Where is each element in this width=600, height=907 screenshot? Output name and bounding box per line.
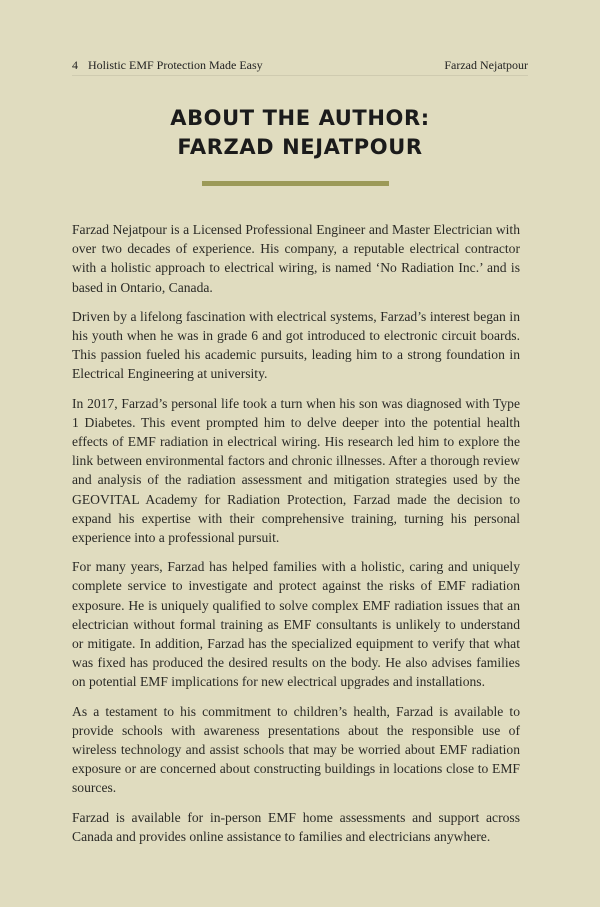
biography-text [72, 220, 520, 856]
book-title: Holistic EMF Protection Made Easy [88, 58, 263, 72]
title-line-2: FARZAD NEJATPOUR [177, 135, 423, 159]
page-number: 4 [72, 58, 78, 72]
running-header [72, 58, 528, 76]
paragraph-3: In 2017, Farzad’s personal life took a turn when his son was diagnosed with Type 1 Diabetes. This event prompted him to delve deeper into the potential health effects of EMF radiation in electrical wiring. His research led him to explore the link between environmental factors and chronic illnesses. After a thorough review and analysis of the radiation assessment and mitigation strategies used by the GEOVITAL Academy for Radiation Protection, Farzad made the decision to expand his expertise with their comprehensive training, turning his personal experience into a professional pursuit. [72, 395, 520, 546]
page-title [72, 104, 528, 162]
title-line-1: ABOUT THE AUTHOR: [170, 106, 430, 130]
title-divider [202, 181, 389, 186]
header-left [72, 58, 263, 73]
header-author: Farzad Nejatpour [444, 58, 528, 72]
paragraph-6: Farzad is available for in-person EMF home assessments and support across Canada and provides online assistance to families and electricians anywhere. [72, 809, 520, 844]
paragraph-1: Farzad Nejatpour is a Licensed Professional Engineer and Master Electrician with over two decades of experience. His company, a reputable electrical contractor with a holistic approach to electrical wiring, is named ‘No Radiation Inc.’ and is based in Ontario, Canada. [72, 222, 520, 295]
paragraph-5: As a testament to his commitment to children’s health, Farzad is available to provide schools with awareness presentations about the responsible use of wireless technology and assist schools that may be worried about EMF radiation exposure or are concerned about constructing buildings in locations close to EMF sources. [72, 703, 520, 796]
paragraph-4: For many years, Farzad has helped families with a holistic, caring and uniquely complete service to investigate and protect against the risks of EMF radiation exposure. He is uniquely qualified to solve complex EMF radiation issues that an electrician without formal training as EMF consultants is unlikely to understand or mitigate. In addition, Farzad has the specialized equipment to verify that what was fixed has produced the desired results on the body. He also advises families on potential EMF implications for new electrical upgrades and installations. [72, 559, 520, 690]
paragraph-2: Driven by a lifelong fascination with electrical systems, Farzad’s interest began in his youth when he was in grade 6 and got introduced to electronic circuit boards. This passion fueled his academic pursuits, leading him to a strong foundation in Electrical Engineering at university. [72, 308, 520, 382]
